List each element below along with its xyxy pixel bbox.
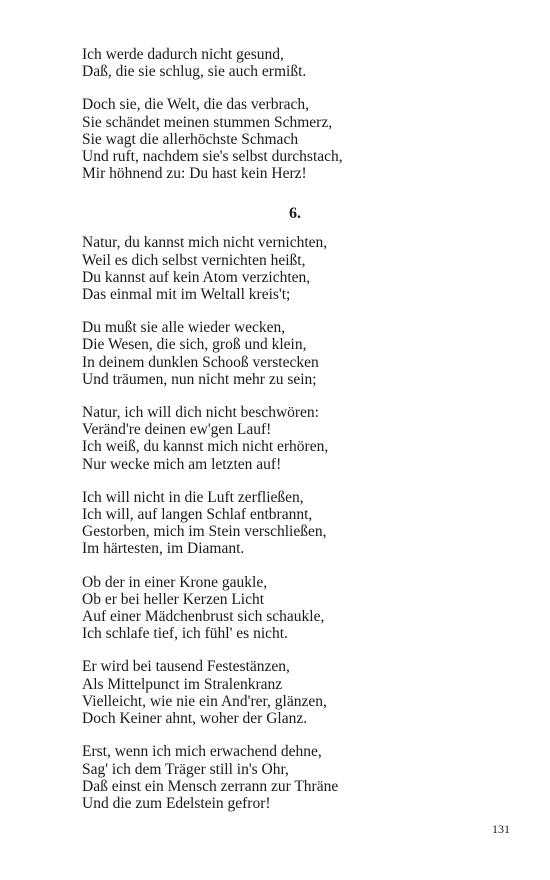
verse-line: Sie schändet meinen stummen Schmerz, xyxy=(82,113,333,131)
verse-line: Sag' ich dem Träger still in's Ohr, xyxy=(82,760,289,778)
verse-line: Veränd're deinen ew'gen Lauf! xyxy=(82,421,272,439)
verse-line: Ob der in einer Krone gaukle, xyxy=(82,573,268,591)
verse-line: Erst, wenn ich mich erwachend dehne, xyxy=(82,743,322,761)
verse-line: Doch Keiner ahnt, woher der Glanz. xyxy=(82,710,308,728)
stanza xyxy=(82,234,502,303)
stanza xyxy=(82,96,502,182)
poem-part-after xyxy=(82,234,502,812)
verse-line: Gestorben, mich im Stein verschließen, xyxy=(82,523,327,541)
section-number: 6. xyxy=(289,205,301,223)
stanza xyxy=(82,46,502,80)
verse-line: Sie wagt die allerhöchste Schmach xyxy=(82,130,299,148)
verse-line: Und die zum Edelstein gefror! xyxy=(82,794,271,812)
verse-line: Weil es dich selbst vernichten heißt, xyxy=(82,251,306,269)
verse-line: Doch sie, die Welt, die das verbrach, xyxy=(82,96,310,114)
stanza xyxy=(82,658,502,727)
verse-line: Daß einst ein Mensch zerrann zur Thräne xyxy=(82,777,339,795)
verse-line: Auf einer Mädchenbrust sich schaukle, xyxy=(82,608,325,626)
verse-line: Als Mittelpunct im Stralenkranz xyxy=(82,675,283,693)
stanza xyxy=(82,743,502,812)
verse-line: Ich will, auf langen Schlaf entbrannt, xyxy=(82,506,313,524)
verse-line: Vielleicht, wie nie ein And'rer, glänzen, xyxy=(82,692,327,710)
verse-line: Du kannst auf kein Atom verzichten, xyxy=(82,268,311,286)
poem-part-before xyxy=(82,46,502,182)
verse-line: Das einmal mit im Weltall kreis't; xyxy=(82,286,291,304)
verse-line: Ob er bei heller Kerzen Licht xyxy=(82,590,265,608)
verse-line: Und träumen, nun nicht mehr zu sein; xyxy=(82,370,317,388)
verse-line: Mir höhnend zu: Du hast kein Herz! xyxy=(82,165,307,183)
stanza xyxy=(82,319,502,388)
verse-line: Natur, ich will dich nicht beschwören: xyxy=(82,404,319,422)
verse-line: Du mußt sie alle wieder wecken, xyxy=(82,319,286,337)
stanza xyxy=(82,404,502,473)
stanza xyxy=(82,574,502,643)
verse-line: Ich will nicht in die Luft zerfließen, xyxy=(82,488,304,506)
verse-line: Nur wecke mich am letzten auf! xyxy=(82,455,282,473)
verse-line: Die Wesen, die sich, groß und klein, xyxy=(82,336,307,354)
verse-line: Ich weiß, du kannst mich nicht erhören, xyxy=(82,438,329,456)
poem-page xyxy=(82,46,502,828)
verse-line: Natur, du kannst mich nicht vernichten, xyxy=(82,234,328,252)
verse-line: Im härtesten, im Diamant. xyxy=(82,540,245,558)
verse-line: Und ruft, nachdem sie's selbst durchstach, xyxy=(82,148,343,166)
verse-line: Ich schlafe tief, ich fühl' es nicht. xyxy=(82,625,288,643)
page-number: 131 xyxy=(492,822,510,836)
stanza xyxy=(82,489,502,558)
verse-line: Ich werde dadurch nicht gesund, xyxy=(82,46,284,63)
verse-line: In deinem dunklen Schooß verstecken xyxy=(82,353,319,371)
verse-line: Er wird bei tausend Festestänzen, xyxy=(82,658,290,676)
verse-line: Daß, die sie schlug, sie auch ermißt. xyxy=(82,63,307,81)
